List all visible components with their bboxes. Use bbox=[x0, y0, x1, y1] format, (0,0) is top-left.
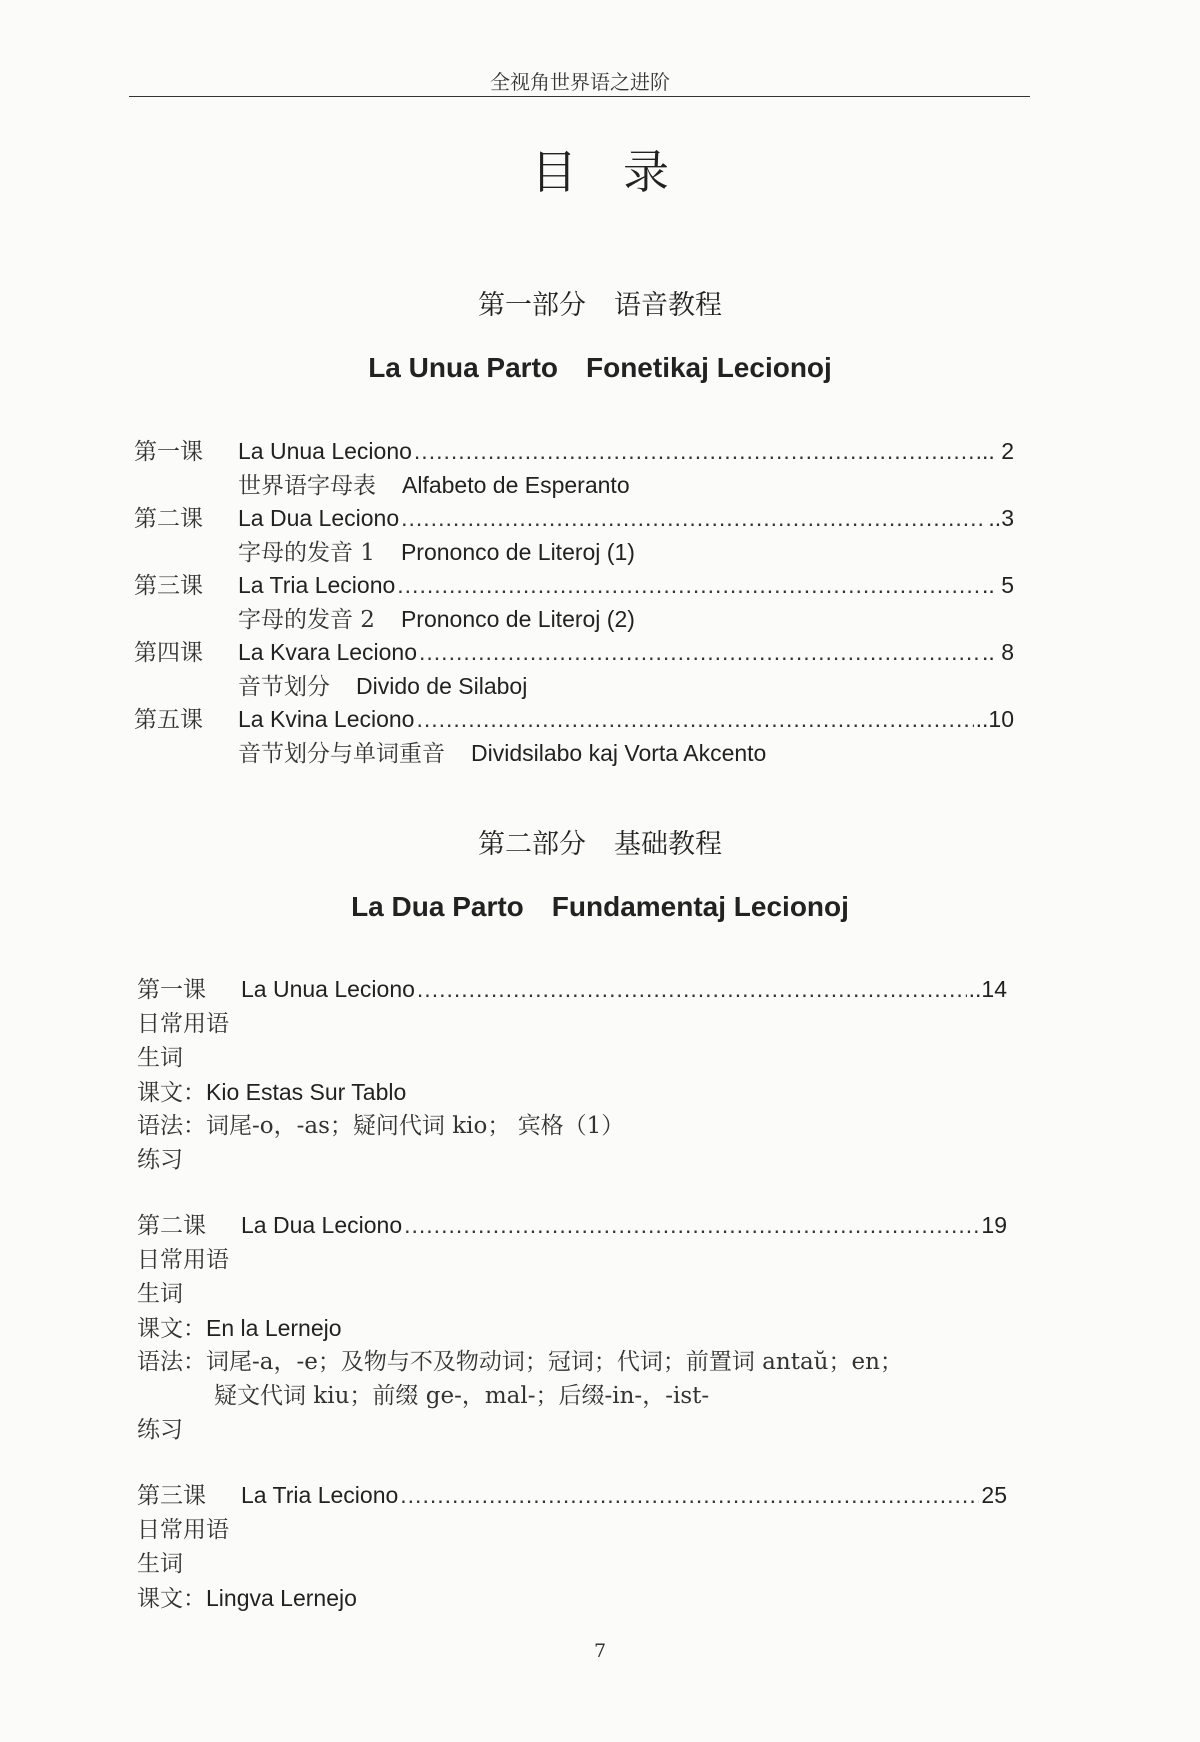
p2-l2-exercise: 练习 bbox=[137, 1417, 183, 1443]
page-ref: 19 bbox=[981, 1212, 1007, 1238]
header-rule bbox=[129, 96, 1030, 97]
page-ref: .. 2 bbox=[982, 438, 1014, 464]
subentry-eo: Dividsilabo kaj Vorta Akcento bbox=[471, 740, 767, 766]
lesson-name: La Unua Leciono bbox=[241, 976, 415, 1002]
page-title: 目录 bbox=[531, 145, 715, 199]
p2-l1-vocab: 生词 bbox=[137, 1045, 183, 1071]
grammar-label: 语法： bbox=[137, 1349, 206, 1375]
toc-entry-p2-l1[interactable] bbox=[137, 978, 1007, 1002]
toc-entry-p1-l2[interactable] bbox=[134, 507, 1014, 531]
subentry-cn: 世界语字母表 bbox=[238, 473, 376, 499]
lesson-name: La Tria Leciono bbox=[238, 572, 396, 598]
part1-title-cn-a: 第一部分 bbox=[478, 290, 586, 321]
lesson-label: 第一课 bbox=[134, 439, 203, 465]
part1-title-eo-b: Fonetikaj Lecionoj bbox=[586, 352, 832, 383]
text-label: 课文： bbox=[137, 1316, 206, 1342]
part1-title-cn bbox=[0, 283, 1200, 322]
leader-dots bbox=[414, 440, 980, 463]
lesson-name: La Kvara Leciono bbox=[238, 639, 418, 665]
toc-entry-p1-l4[interactable] bbox=[134, 641, 1014, 665]
page-ref: .. 5 bbox=[982, 572, 1014, 598]
lesson-name: La Dua Leciono bbox=[241, 1212, 403, 1238]
text-label: 课文： bbox=[137, 1080, 206, 1106]
subentry-cn: 音节划分 bbox=[238, 674, 330, 700]
toc-entry-p2-l2[interactable] bbox=[137, 1214, 1007, 1238]
text-label: 课文： bbox=[137, 1586, 206, 1612]
subentry-eo: Prononco de Literoj (2) bbox=[400, 606, 635, 632]
page-number: 7 bbox=[593, 1640, 607, 1662]
p2-l3-text bbox=[137, 1587, 357, 1611]
grammar-label: 语法： bbox=[137, 1113, 206, 1139]
part2-title-eo-b: Fundamentaj Lecionoj bbox=[551, 891, 849, 922]
subentry-eo: Divido de Silaboj bbox=[356, 673, 528, 699]
subentry-cn: 字母的发音 2 bbox=[238, 607, 375, 633]
part1-title-eo bbox=[0, 352, 1200, 384]
p2-l1-grammar bbox=[137, 1115, 624, 1138]
toc-entry-p1-l1[interactable] bbox=[134, 440, 1014, 464]
toc-entry-p1-l3[interactable] bbox=[134, 574, 1014, 598]
p2-l1-text bbox=[137, 1081, 406, 1105]
toc-subentry-p1-l5 bbox=[238, 742, 766, 766]
toc-entry-p2-l3[interactable] bbox=[137, 1484, 1007, 1508]
leader-dots bbox=[416, 708, 973, 731]
lesson-label: 第五课 bbox=[134, 707, 203, 733]
lesson-name: La Dua Leciono bbox=[238, 505, 400, 531]
lesson-label: 第四课 bbox=[134, 640, 203, 666]
page-ref: 25 bbox=[981, 1482, 1007, 1508]
lesson-label: 第二课 bbox=[134, 506, 203, 532]
leader-dots bbox=[419, 641, 980, 664]
text-title: En la Lernejo bbox=[206, 1315, 342, 1341]
subentry-eo: Alfabeto de Esperanto bbox=[402, 472, 630, 498]
leader-dots bbox=[404, 1214, 979, 1237]
p2-l2-text bbox=[137, 1317, 342, 1341]
part2-title-eo bbox=[0, 891, 1200, 923]
lesson-name: La Unua Leciono bbox=[238, 438, 412, 464]
leader-dots bbox=[400, 1484, 979, 1507]
leader-dots bbox=[417, 978, 967, 1001]
grammar-text: 词尾-o，-as；疑问代词 kio； 宾格（1） bbox=[206, 1113, 625, 1139]
toc-entry-p1-l5[interactable] bbox=[134, 708, 1014, 732]
running-head: 全视角世界语之进阶 bbox=[490, 70, 670, 94]
subentry-cn: 字母的发音 1 bbox=[238, 540, 375, 566]
subentry-eo: Prononco de Literoj (1) bbox=[400, 539, 635, 565]
page-ref: ..14 bbox=[968, 976, 1007, 1002]
p2-l2-grammar bbox=[137, 1351, 903, 1374]
lesson-label: 第三课 bbox=[134, 573, 203, 599]
text-title: Kio Estas Sur Tablo bbox=[206, 1079, 407, 1105]
lesson-name: La Kvina Leciono bbox=[238, 706, 415, 732]
part2-title-cn-a: 第二部分 bbox=[478, 829, 586, 860]
p2-l2-daily: 日常用语 bbox=[137, 1247, 229, 1273]
p2-l2-vocab: 生词 bbox=[137, 1281, 183, 1307]
toc-subentry-p1-l4 bbox=[238, 675, 527, 699]
page-ref: ..10 bbox=[975, 706, 1014, 732]
part2-title-eo-a: La Dua Parto bbox=[351, 891, 524, 922]
lesson-name: La Tria Leciono bbox=[241, 1482, 399, 1508]
leader-dots bbox=[401, 507, 986, 530]
toc-subentry-p1-l2 bbox=[238, 541, 635, 565]
page-ref: .. 8 bbox=[982, 639, 1014, 665]
text-title: Lingva Lernejo bbox=[206, 1585, 357, 1611]
part2-title-cn-b: 基础教程 bbox=[614, 829, 722, 860]
p2-l3-daily: 日常用语 bbox=[137, 1517, 229, 1543]
p2-l1-daily: 日常用语 bbox=[137, 1011, 229, 1037]
leader-dots bbox=[397, 574, 980, 597]
subentry-cn: 音节划分与单词重音 bbox=[238, 741, 445, 767]
toc-subentry-p1-l1 bbox=[238, 474, 630, 498]
lesson-label: 第三课 bbox=[137, 1483, 206, 1509]
part2-title-cn bbox=[0, 822, 1200, 861]
page-ref: ..3 bbox=[988, 505, 1014, 531]
p2-l1-exercise: 练习 bbox=[137, 1147, 183, 1173]
lesson-label: 第二课 bbox=[137, 1213, 206, 1239]
p2-l3-vocab: 生词 bbox=[137, 1551, 183, 1577]
lesson-label: 第一课 bbox=[137, 977, 206, 1003]
part1-title-eo-a: La Unua Parto bbox=[368, 352, 558, 383]
toc-subentry-p1-l3 bbox=[238, 608, 635, 632]
p2-l2-grammar-cont: 疑文代词 kiu；前缀 ge-，mal-；后缀-in-，-ist- bbox=[214, 1383, 710, 1409]
part1-title-cn-b: 语音教程 bbox=[614, 290, 722, 321]
grammar-text: 词尾-a，-e；及物与不及物动词；冠词；代词；前置词 antaŭ；en； bbox=[206, 1349, 903, 1375]
